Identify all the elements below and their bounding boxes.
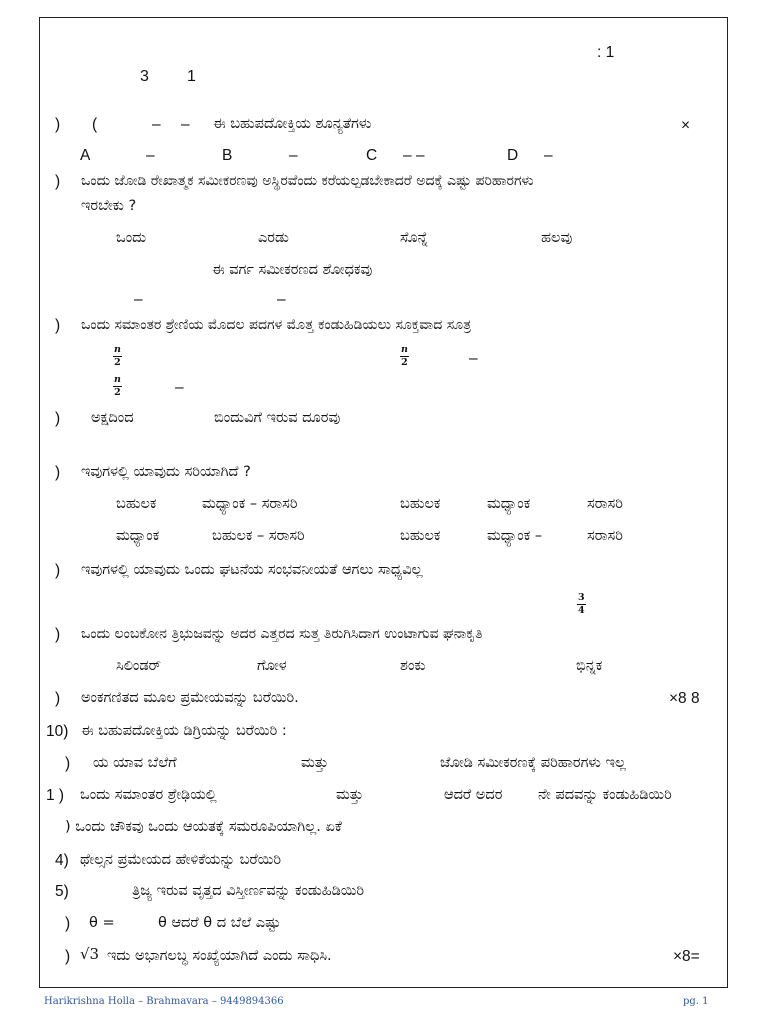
q11-text-a: ಯ ಯಾವ ಬೆಲೆಗೆ (93, 755, 177, 771)
header-number-a: 3 (140, 68, 149, 85)
q4-fraction-c-denominator: 2 (114, 386, 121, 398)
q4-fraction-a-numerator: n (114, 344, 121, 355)
q2-option-2: ಎರಡು (258, 230, 289, 246)
q1-option-b-dash: – (289, 147, 298, 164)
q2-option-1: ಒಂದು (116, 230, 147, 246)
q5-text-a: ಅಕ್ಷದಿಂದ (91, 410, 134, 426)
q1-text: ಈ ಬಹುಪದೋಕ್ತಿಯ ಶೂನ್ಯತೆಗಳು (213, 116, 372, 132)
q3-dash-a: – (134, 291, 143, 308)
footer-page-number: pg. 1 (683, 996, 709, 1007)
q11-text-c: ಜೋಡಿ ಸಮೀಕರಣಕ್ಕೆ ಪರಿಹಾರಗಳು ಇಲ್ಲ (440, 755, 627, 771)
q1-option-d-label: D (507, 147, 519, 164)
q14-text: ಥೇಲ್ಸನ ಪ್ರಮೇಯದ ಹೇಳಿಕೆಯನ್ನು ಬರೆಯಿರಿ (80, 852, 281, 868)
q1-paren: ( (92, 116, 98, 133)
q8-option-2: ಗೋಳ (257, 658, 287, 674)
q1-number: ) (55, 116, 61, 133)
q16-text-a: θ = (89, 915, 115, 931)
q9-number: ) (55, 690, 61, 707)
q7-fraction-numerator: 3 (578, 592, 585, 603)
q9-marks: ×8 8 (669, 690, 700, 707)
q2-option-3: ಸೊನ್ನೆ (400, 230, 429, 246)
q8-number: ) (55, 626, 61, 643)
q6-row1-col5: ಸರಾಸರಿ (587, 496, 623, 512)
q17-marks: ×8= (673, 948, 700, 965)
q13-text: ) ಒಂದು ಚೌಕವು ಒಂದು ಆಯತಕ್ಕೆ ಸಮರೂಪಿಯಾಗಿಲ್ಲ. ಏಕೆ (65, 819, 342, 835)
q3-dash-b: – (277, 291, 286, 308)
q5-text-b: ಬಿಂದುವಿಗೆ ಇರುವ ದೂರವು (214, 410, 341, 426)
q1-mark: × (681, 117, 691, 134)
q4-number: ) (55, 317, 61, 334)
q6-row2-col2: ಬಹುಲಕ – ಸರಾಸರಿ (212, 528, 305, 544)
q7-fraction-denominator: 4 (578, 604, 585, 616)
q3-text: ಈ ವರ್ಗ ಸಮೀಕರಣದ ಶೋಧಕವು (212, 262, 373, 278)
q8-option-4: ಭಿನ್ನಕ (576, 658, 603, 674)
q4-fraction-b-numerator: n (401, 344, 408, 355)
q7-fraction (577, 593, 586, 615)
q16-number: ) (65, 915, 71, 932)
footer-author: Harikrishna Holla – Brahmavara – 9449894366 (44, 996, 284, 1007)
q7-number: ) (55, 562, 61, 579)
q1-dash-a: – (152, 116, 161, 133)
q16-text-b: θ ಆದರೆ θ ದ ಬೆಲೆ ಎಷ್ಟು (158, 915, 281, 931)
q6-row1-col4: ಮಧ್ಯಾಂಕ (487, 496, 531, 512)
q12-text-c: ಆದರೆ ಅದರ (444, 787, 503, 803)
q6-row2-col4: ಮಧ್ಯಾಂಕ – (487, 528, 543, 544)
q1-option-a-dash: – (146, 147, 155, 164)
q1-option-d-dash: – (544, 147, 553, 164)
q7-text: ಇವುಗಳಲ್ಲಿ ಯಾವುದು ಒಂದು ಘಟನೆಯ ಸಂಭವನೀಯತೆ ಆಗಲು ಸಾಧ್ಯವಿಲ್ಲ (81, 562, 423, 578)
q12-number: 1 ) (46, 787, 65, 804)
q12-text-a: ಒಂದು ಸಮಾಂತರ ಶ್ರೇಢಿಯಲ್ಲಿ (80, 787, 217, 803)
q4-fraction-option-a (113, 345, 122, 367)
q9-text: ಅಂಕಗಣಿತದ ಮೂಲ ಪ್ರಮೇಯವನ್ನು ಬರೆಯಿರಿ. (81, 690, 299, 706)
q1-option-c-dash: – – (403, 147, 425, 164)
q5-number: ) (55, 410, 61, 427)
q2-number: ) (55, 173, 61, 190)
q4-fraction-option-b (400, 345, 409, 367)
q17-number: ) (65, 948, 71, 965)
q12-text-b: ಮತ್ತು (336, 787, 364, 803)
q4-fraction-c-numerator: n (114, 374, 121, 385)
q1-option-c-label: C (366, 147, 378, 164)
q6-number: ) (55, 464, 61, 481)
q4-dash-a: – (469, 350, 478, 367)
q2-text-line2: ಇರಬೇಕು ? (81, 198, 137, 214)
q6-text: ಇವುಗಳಲ್ಲಿ ಯಾವುದು ಸರಿಯಾಗಿದೆ ? (81, 464, 251, 480)
q15-text: ತ್ರಿಜ್ಯ ಇರುವ ವೃತ್ತದ ವಿಸ್ತೀರ್ಣವನ್ನು ಕಂಡುಹಿಡಿಯಿರಿ (132, 883, 365, 899)
q1-option-b-label: B (222, 147, 233, 164)
q8-option-3: ಶಂಕು (400, 658, 426, 674)
q8-option-1: ಸಿಲಿಂಡರ್ (116, 658, 161, 674)
q6-row1-col1: ಬಹುಲಕ (116, 496, 157, 512)
q4-text: ಒಂದು ಸಮಾಂತರ ಶ್ರೇಣಿಯ ಮೊದಲ ಪದಗಳ ಮೊತ್ತ ಕಂಡುಹಿಡಿಯಲು ಸೂಕ್ತವಾದ ಸೂತ್ರ (81, 317, 472, 333)
q2-text-line1: ಒಂದು ಜೋಡಿ ರೇಖಾತ್ಮಕ ಸಮೀಕರಣವು ಅಸ್ಥಿರವೆಂದು ಕರೆಯಲ್ಪಡಬೇಕಾದರೆ ಅದಕ್ಕೆ ಎಷ್ಟು ಪರಿಹಾರಗಳು (81, 173, 534, 189)
q4-fraction-b-denominator: 2 (401, 356, 408, 368)
q6-row2-col5: ಸರಾಸರಿ (587, 528, 623, 544)
q2-option-4: ಹಲವು (541, 230, 573, 246)
q4-fraction-a-denominator: 2 (114, 356, 121, 368)
q17-sqrt: √3 (80, 945, 100, 963)
q1-dash-b: – (181, 116, 190, 133)
header-number-b: 1 (187, 68, 196, 85)
q4-fraction-option-c (113, 375, 122, 397)
q6-row1-col3: ಬಹುಲಕ (400, 496, 441, 512)
q11-text-b: ಮತ್ತು (301, 755, 329, 771)
q4-dash-b: – (175, 379, 184, 396)
q6-row2-col3: ಬಹುಲಕ (400, 528, 441, 544)
q11-number: ) (65, 755, 71, 772)
q17-text: ಇದು ಅಭಾಗಲಬ್ಧ ಸಂಖ್ಯೆಯಾಗಿದೆ ಎಂದು ಸಾಧಿಸಿ. (107, 948, 332, 964)
q6-row1-col2: ಮಧ್ಯಾಂಕ – ಸರಾಸರಿ (202, 496, 298, 512)
q10-number: 10) (46, 723, 69, 740)
q14-number: 4) (55, 852, 69, 869)
q1-option-a-label: A (80, 147, 91, 164)
q10-text: ಈ ಬಹುಪದೋಕ್ತಿಯ ಡಿಗ್ರಿಯನ್ನು ಬರೆಯಿರಿ : (81, 723, 287, 739)
q8-text: ಒಂದು ಲಂಬಕೋನ ತ್ರಿಭುಜವನ್ನು ಅದರ ಎತ್ತರದ ಸುತ್ತ ತಿರುಗಿಸಿದಾಗ ಉಂಟಾಗುವ ಘನಾಕೃತಿ (81, 626, 483, 642)
page-marker: : 1 (597, 44, 615, 61)
q12-text-d: ನೇ ಪದವನ್ನು ಕಂಡುಹಿಡಿಯಿರಿ (538, 787, 672, 803)
q15-number: 5) (55, 883, 69, 900)
q6-row2-col1: ಮಧ್ಯಾಂಕ (116, 528, 160, 544)
